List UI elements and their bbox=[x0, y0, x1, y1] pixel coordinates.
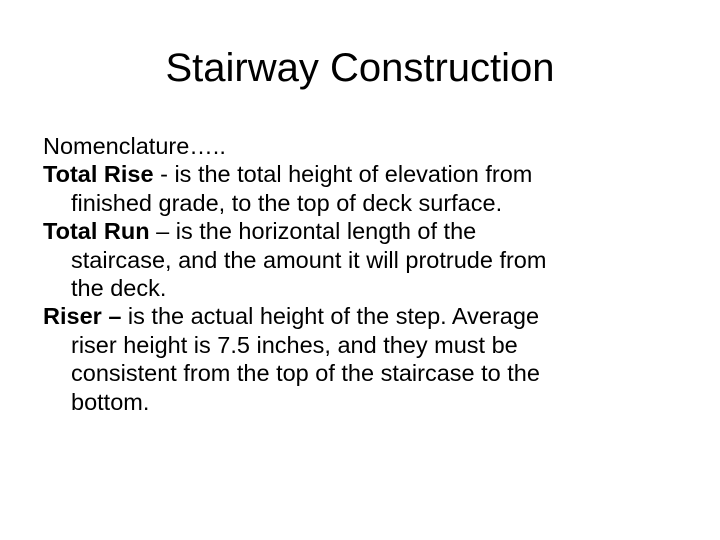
definition-total-run-line-1 bbox=[43, 217, 663, 245]
definition-text: – is the horizontal length of the bbox=[149, 218, 477, 245]
definition-total-run-line-3: the deck. bbox=[71, 275, 167, 302]
intro-line: Nomenclature….. bbox=[43, 133, 226, 159]
definition-riser-line-4: bottom. bbox=[71, 388, 150, 415]
definition-text: - is the total height of elevation from bbox=[153, 161, 533, 188]
definition-riser-line-3: consistent from the top of the staircase to the bbox=[71, 360, 540, 387]
term-riser: Riser – bbox=[43, 303, 122, 330]
slide-title: Stairway Construction bbox=[165, 46, 555, 90]
term-total-rise: Total Rise bbox=[43, 161, 154, 188]
definition-total-run-line-2: staircase, and the amount it will protrude from bbox=[71, 246, 547, 273]
slide-body bbox=[43, 132, 663, 416]
term-total-run: Total Run bbox=[43, 218, 150, 245]
definition-total-rise-line-2: finished grade, to the top of deck surface. bbox=[71, 189, 503, 216]
definition-text: is the actual height of the step. Average bbox=[121, 303, 540, 330]
definition-riser-line-1 bbox=[43, 302, 663, 330]
definition-riser-line-2: riser height is 7.5 inches, and they must be bbox=[71, 331, 518, 358]
definition-total-rise-line-1 bbox=[43, 160, 663, 188]
